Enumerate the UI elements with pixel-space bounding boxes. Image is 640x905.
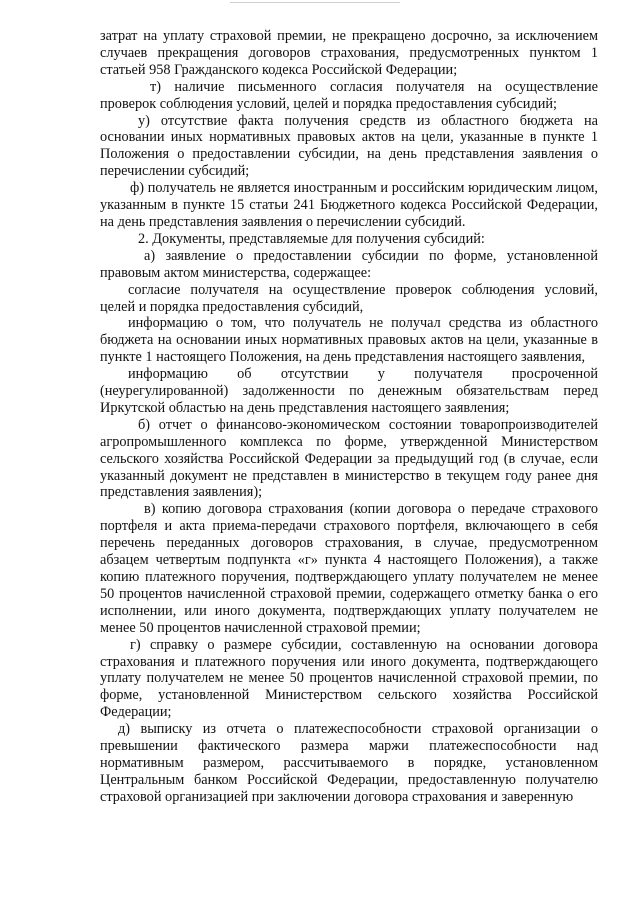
paragraph-item-u: у) отсутствие факта получения средств из областного бюджета на основании иных нормативных правовых актов на цели, указанные в пункте 1 Положения о предоставлении субсидии, на день представления заявления о перечислении субсидий; (100, 112, 598, 180)
paragraph-item-b: б) отчет о финансово-экономическом состоянии товаропроизводителей агропромышленного комплекса по форме, утвержденной Министерством сельского хозяйства Российской Федерации за предыдущий год (в случае, если указанный документ не представлен в министерство в текущем году ранее дня представления заявления); (100, 416, 598, 501)
paragraph-continuation: затрат на уплату страховой премии, не прекращено досрочно, за исключением случаев прекращения договоров страхования, предусмотренных пунктом 1 статьей 958 Гражданского кодекса Российской Федерации; (100, 28, 598, 78)
document-page (100, 28, 598, 806)
paragraph-item-g: г) справку о размере субсидии, составленную на основании договора страхования и платежного поручения или иного документа, подтверждающего уплату получателем не менее 50 процентов начисленной страховой премии, по форме, установленной Министерством сельского хозяйства Российской Федерации; (100, 636, 598, 721)
paragraph-section-2: 2. Документы, представляемые для получения субсидий: (138, 230, 485, 247)
paragraph-item-f: ф) получатель не является иностранным и российским юридическим лицом, указанным в пункте 15 статьи 241 Бюджетного кодекса Российской Федерации, на день представления заявления о перечислении субсидий. (100, 180, 598, 230)
paragraph-item-a: а) заявление о предоставлении субсидии по форме, установленной правовым актом министерства, содержащее: (100, 247, 598, 281)
scan-top-edge (230, 2, 400, 3)
paragraph-no-debt-info: информацию об отсутствии у получателя просроченной (неурегулированной) задолженности по денежным обязательствам перед Иркутской областью на день представления настоящего заявления; (100, 366, 598, 416)
paragraph-item-v: в) копию договора страхования (копии договора о передаче страхового портфеля и акта приема-передачи страхового портфеля, включающего в себя перечень переданных договоров страхования, в случае, предусмотренном абзацем четвертым подпункта «г» пункта 4 настоящего Положения), а также копию платежного поручения, подтверждающего уплату получателем не менее 50 процентов начисленной страховой премии, содержащего отметку банка о его исполнении, или иного документа, подтверждающих уплату получателем не менее 50 процентов начисленной страховой премии; (100, 501, 598, 636)
paragraph-item-d: д) выписку из отчета о платежеспособности страховой организации о превышении фактического размера маржи платежеспособности над нормативным размером, рассчитываемого в порядке, установленном Центральным банком Российской Федерации, предоставленную получателю страховой организацией при заключении договора страхования и заверенную (100, 721, 598, 805)
paragraph-no-funds-info: информацию о том, что получатель не получал средства из областного бюджета на основании иных нормативных правовых актов на цели, указанные в пункте 1 настоящего Положения, на день представления настоящего заявления, (100, 315, 598, 366)
paragraph-item-t: т) наличие письменного согласия получателя на осуществление проверок соблюдения условий, целей и порядка предоставления субсидий; (100, 78, 598, 112)
paragraph-consent: согласие получателя на осуществление проверок соблюдения условий, целей и порядка предоставления субсидий, (100, 281, 598, 315)
